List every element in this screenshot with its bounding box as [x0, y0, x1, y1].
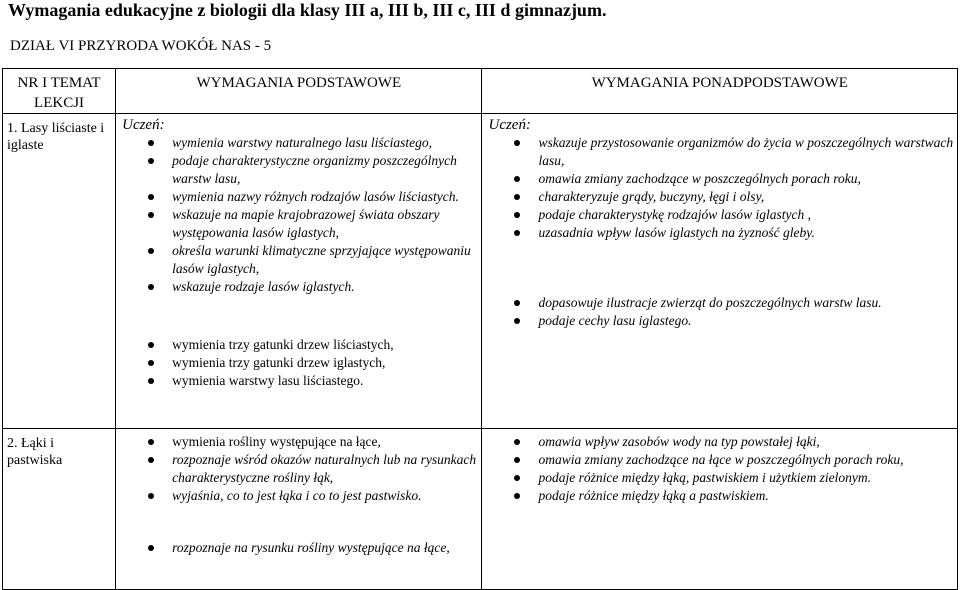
- advanced-cell: [482, 429, 958, 590]
- bullet-icon: [514, 140, 520, 146]
- basic-cell: [116, 114, 482, 429]
- table-row: [3, 114, 958, 429]
- list-item: wymienia warstwy lasu liściastego.: [172, 372, 481, 390]
- list-item: wymienia warstwy naturalnego lasu liściastego,: [172, 134, 481, 152]
- list-item: wyjaśnia, co to jest łąka i co to jest pastwisko.: [172, 487, 481, 505]
- bullet-icon: [148, 360, 154, 366]
- bullet-icon: [148, 457, 154, 463]
- bullet-list: [116, 134, 481, 296]
- list-item: rozpoznaje wśród okazów naturalnych lub na rysunkach charakterystyczne rośliny łąk,: [172, 451, 481, 487]
- basic-cell: [116, 429, 482, 590]
- list-item: uzasadnia wpływ lasów iglastych na żyzność gleby.: [538, 224, 957, 242]
- uczen-label: Uczeń:: [488, 117, 531, 133]
- bullet-icon: [514, 457, 520, 463]
- bullet-icon: [514, 493, 520, 499]
- uczen-label: Uczeń:: [122, 117, 165, 133]
- advanced-cell: [482, 114, 958, 429]
- bullet-list: [482, 433, 957, 505]
- bullet-icon: [148, 378, 154, 384]
- topic-cell: 2. Łąki i pastwiska: [3, 429, 116, 590]
- bullet-list: [482, 134, 957, 242]
- document-title: Wymagania edukacyjne z biologii dla klasy III a, III b, III c, III d gimnazjum.: [8, 0, 607, 20]
- list-item: omawia wpływ zasobów wody na typ powstałej łąki,: [538, 433, 957, 451]
- list-item: podaje charakterystykę rodzajów lasów iglastych ,: [538, 206, 957, 224]
- bullet-icon: [514, 212, 520, 218]
- table-row: [3, 429, 958, 590]
- list-item: podaje różnice między łąką, pastwiskiem i użytkiem zielonym.: [538, 469, 957, 487]
- bullet-icon: [514, 439, 520, 445]
- list-item: wskazuje rodzaje lasów iglastych.: [172, 278, 481, 296]
- topic-cell: 1. Lasy liściaste i iglaste: [3, 114, 116, 429]
- header-basic: WYMAGANIA PODSTAWOWE: [116, 69, 482, 114]
- bullet-icon: [148, 342, 154, 348]
- bullet-icon: [514, 300, 520, 306]
- bullet-icon: [148, 439, 154, 445]
- header-advanced: WYMAGANIA PONADPODSTAWOWE: [482, 69, 958, 114]
- list-item: wskazuje na mapie krajobrazowej świata obszary występowania lasów iglastych,: [172, 206, 481, 242]
- section-heading: DZIAŁ VI PRZYRODA WOKÓŁ NAS - 5: [10, 38, 272, 54]
- bullet-list: [116, 539, 481, 557]
- list-item: podaje cechy lasu iglastego.: [538, 312, 957, 330]
- table-header-row: [3, 69, 958, 114]
- bullet-list: [116, 336, 481, 390]
- list-item: omawia zmiany zachodzące na łące w poszczególnych porach roku,: [538, 451, 957, 469]
- list-item: wymienia trzy gatunki drzew iglastych,: [172, 354, 481, 372]
- bullet-icon: [514, 230, 520, 236]
- bullet-icon: [514, 318, 520, 324]
- bullet-icon: [148, 284, 154, 290]
- list-item: rozpoznaje na rysunku rośliny występujące na łące,: [172, 539, 481, 557]
- list-item: wymienia nazwy różnych rodzajów lasów liściastych.: [172, 188, 481, 206]
- list-item: określa warunki klimatyczne sprzyjające występowaniu lasów iglastych,: [172, 242, 481, 278]
- bullet-list: [482, 294, 957, 330]
- list-item: podaje różnice między łąką a pastwiskiem.: [538, 487, 957, 505]
- bullet-icon: [148, 248, 154, 254]
- requirements-table: [2, 68, 958, 590]
- bullet-list: [116, 433, 481, 451]
- list-item: wskazuje przystosowanie organizmów do życia w poszczególnych warstwach lasu,: [538, 134, 957, 170]
- list-item: omawia zmiany zachodzące w poszczególnych porach roku,: [538, 170, 957, 188]
- list-item: dopasowuje ilustracje zwierząt do poszczególnych warstw lasu.: [538, 294, 957, 312]
- list-item: charakteryzuje grądy, buczyny, łęgi i olsy,: [538, 188, 957, 206]
- list-item: wymienia trzy gatunki drzew liściastych,: [172, 336, 481, 354]
- list-item: podaje charakterystyczne organizmy poszczególnych warstw lasu,: [172, 152, 481, 188]
- bullet-icon: [148, 545, 154, 551]
- bullet-icon: [514, 176, 520, 182]
- bullet-icon: [148, 140, 154, 146]
- header-topic: NR I TEMAT LEKCJI: [3, 69, 116, 114]
- bullet-icon: [148, 493, 154, 499]
- bullet-icon: [148, 194, 154, 200]
- list-item: wymienia rośliny występujące na łące,: [172, 433, 481, 451]
- bullet-icon: [514, 194, 520, 200]
- bullet-icon: [148, 158, 154, 164]
- bullet-icon: [514, 475, 520, 481]
- bullet-list: [116, 451, 481, 505]
- bullet-icon: [148, 212, 154, 218]
